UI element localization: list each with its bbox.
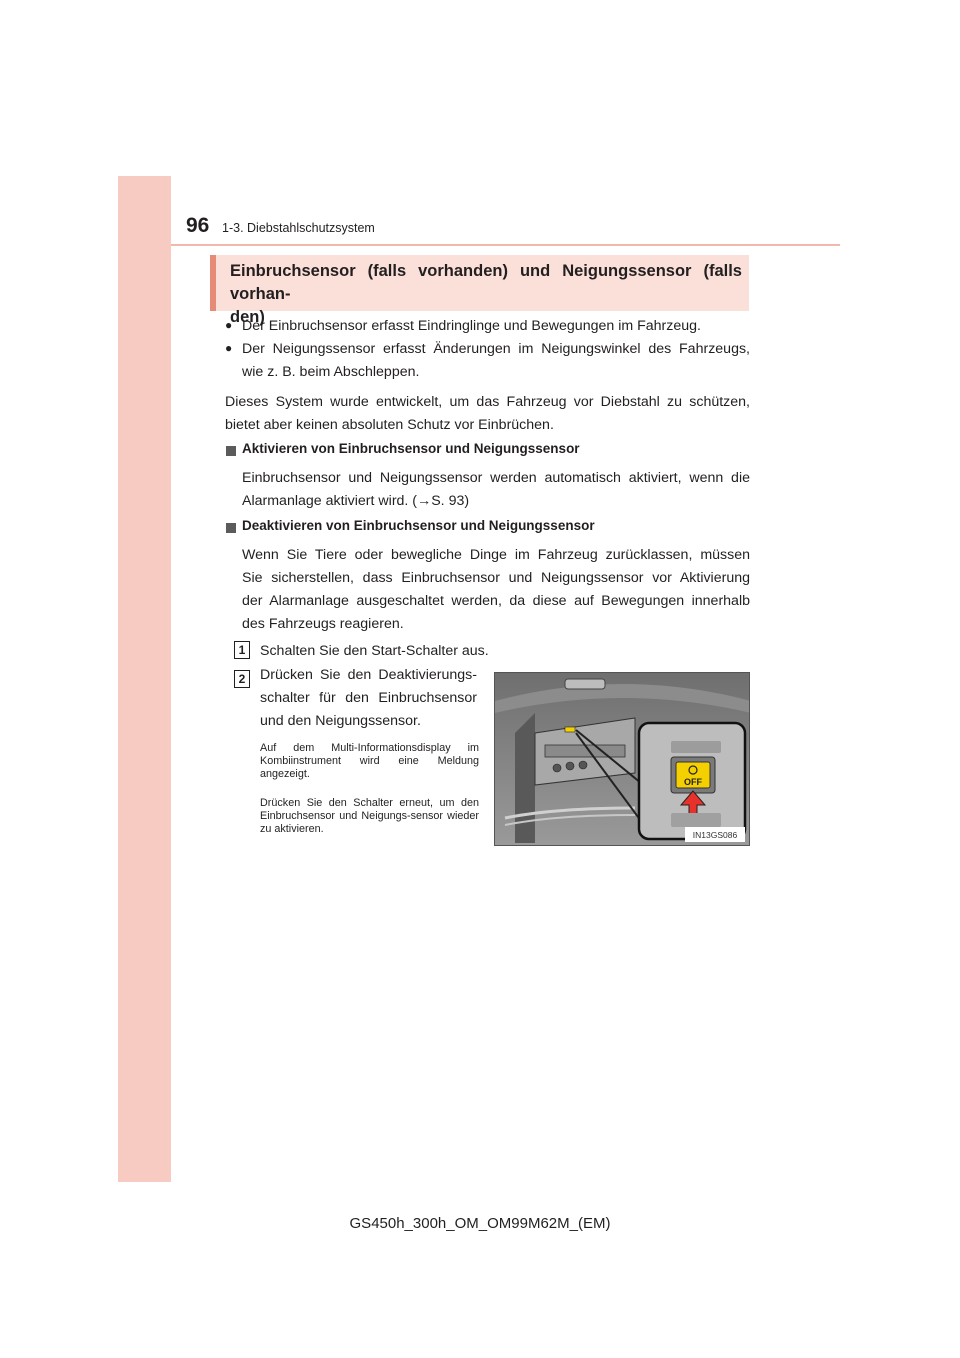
- footer-doc-code: GS450h_300h_OM_OM99M62M_(EM): [349, 1215, 611, 1232]
- page-number: 96: [186, 214, 210, 237]
- note-1: Auf dem Multi-Informationsdisplay im Kombiinstrument wird eine Meldung angezeigt.: [260, 742, 479, 780]
- deactivate-line-1: Wenn Sie Tiere oder bewegliche Dinge im Fahrzeug zurücklassen, müssen: [242, 547, 750, 563]
- bullet-text-2-line-2: wie z. B. beim Abschleppen.: [242, 364, 420, 380]
- activate-line-1: Einbruchsensor und Neigungssensor werden automatisch aktiviert, wenn die: [242, 470, 750, 486]
- step-2-line-3: und den Neigungssensor.: [260, 713, 421, 729]
- intro-line-1: Dieses System wurde entwickelt, um das Fahrzeug vor Diebstahl zu schützen,: [225, 394, 750, 410]
- square-bullet-icon: [226, 446, 236, 456]
- bullet-text-2-line-1: Der Neigungssensor erfasst Änderungen im Neigungswinkel des Fahrzeugs,: [242, 341, 750, 357]
- overhead-console-illustration: [494, 672, 750, 846]
- step-number-1: 1: [234, 641, 250, 659]
- step-2-line-2: schalter für den Einbruchsensor: [260, 690, 477, 706]
- heading-line-1: Einbruchsensor (falls vorhanden) und Neigungssensor (falls vorhan-: [230, 262, 742, 303]
- deactivate-line-4: des Fahrzeugs reagieren.: [242, 616, 404, 632]
- bullet-text-1: Der Einbruchsensor erfasst Eindringlinge und Bewegungen im Fahrzeug.: [242, 318, 701, 334]
- subheading-deactivate: Deaktivieren von Einbruchsensor und Neigungssensor: [242, 518, 595, 533]
- deactivate-line-2: Sie sicherstellen, dass Einbruchsensor und Neigungssensor vor Aktivierung: [242, 570, 750, 586]
- off-button-label: OFF: [684, 777, 702, 787]
- square-bullet-icon: [226, 523, 236, 533]
- step-number-2: 2: [234, 670, 250, 688]
- bullet-icon: ●: [225, 318, 233, 332]
- step-2-line-1: Drücken Sie den Deaktivierungs-: [260, 667, 477, 683]
- section-label: 1-3. Diebstahlschutzsystem: [222, 221, 375, 235]
- heading-line-2: den): [230, 308, 265, 326]
- step-1-text: Schalten Sie den Start-Schalter aus.: [260, 643, 489, 659]
- bullet-icon: ●: [225, 341, 233, 355]
- side-tab: [118, 176, 171, 1182]
- console-drawing: [495, 673, 750, 846]
- deactivate-line-3: der Alarmanlage ausgeschaltet werden, da diese auf Bewegungen innerhalb: [242, 593, 750, 609]
- subheading-activate: Aktivieren von Einbruchsensor und Neigungssensor: [242, 441, 580, 456]
- intro-line-2: bietet aber keinen absoluten Schutz vor Einbrüchen.: [225, 417, 554, 433]
- illustration-code: IN13GS086: [692, 830, 738, 840]
- activate-line-2: Alarmanlage aktiviert wird. (→S. 93): [242, 493, 470, 509]
- note-2: Drücken Sie den Schalter erneut, um den Einbruchsensor und Neigungs-sensor wieder zu aktivieren.: [260, 797, 479, 835]
- header-divider: [171, 244, 840, 246]
